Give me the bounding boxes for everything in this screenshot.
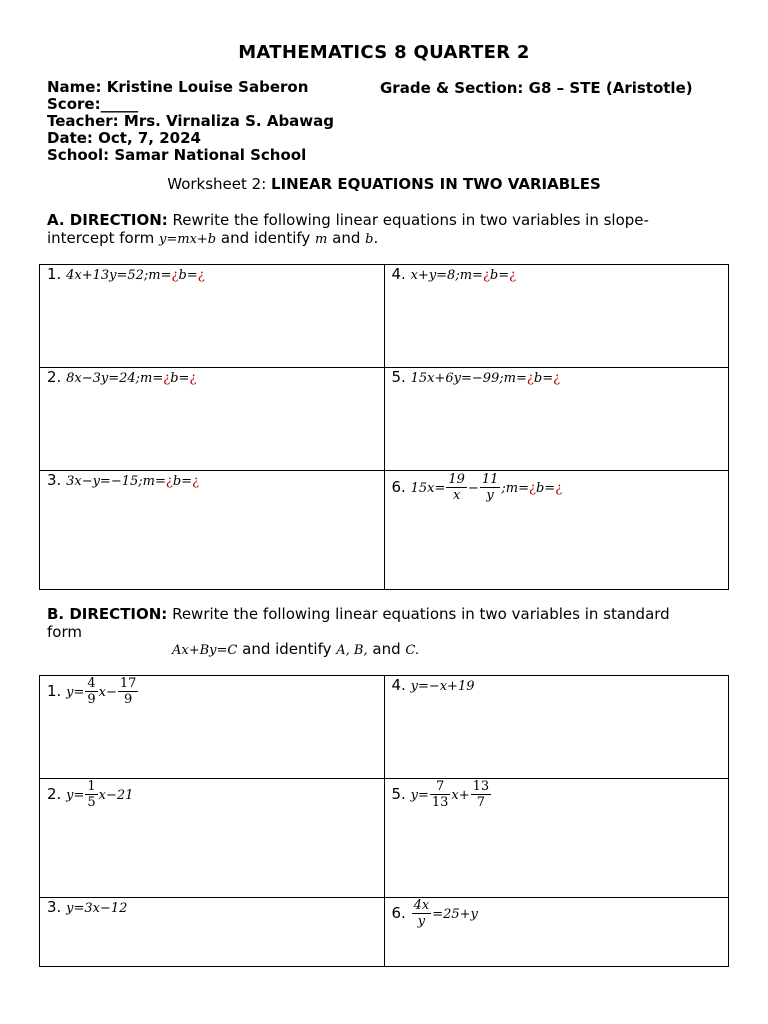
section-b-text-4: and	[367, 640, 406, 658]
item-number: 1.	[47, 682, 62, 700]
equation-mid: x−	[98, 685, 117, 700]
slope-intercept-formula: y=mx+b	[159, 232, 217, 247]
a-item-1	[40, 265, 385, 368]
fraction-numerator: 13	[472, 779, 490, 794]
fraction-denominator: 5	[87, 795, 96, 810]
b-label: b=	[533, 371, 554, 386]
fraction-numerator: 11	[481, 472, 499, 487]
fraction-denominator: y	[417, 914, 426, 929]
fraction-numerator: 1	[87, 779, 96, 794]
item-number: 2.	[47, 785, 62, 803]
item-number: 5.	[391, 785, 406, 803]
worksheet-topic: LINEAR EQUATIONS IN TWO VARIABLES	[271, 175, 601, 193]
fraction-4x-over-y	[412, 898, 432, 929]
placeholder-glyph: ¿	[197, 268, 205, 283]
equation-prefix: y=	[66, 685, 85, 700]
fraction-19-over-x	[446, 472, 467, 503]
placeholder-glyph: ¿	[482, 268, 490, 283]
fraction-numerator: 17	[119, 676, 137, 691]
a-item-2	[40, 368, 385, 471]
b-label: b=	[178, 268, 198, 283]
fraction-1-over-5	[85, 779, 97, 810]
section-a-text-1: Rewrite the following linear equations in two variables in slope-	[167, 211, 649, 229]
equation: 4x+13y=52;m=	[66, 268, 172, 283]
section-b-text-1: Rewrite the following linear equations in two variables in standard	[167, 605, 670, 623]
fraction-13-over-7	[471, 779, 492, 810]
fraction-11-over-y	[480, 472, 501, 503]
b-item-2	[40, 779, 385, 898]
a-item-3	[40, 471, 385, 590]
m-label: ;m=	[501, 481, 529, 496]
section-b-text-2: form	[47, 623, 82, 641]
vars-a-b: A, B,	[336, 643, 368, 658]
minus-sign: −	[467, 481, 479, 496]
equation: x+y=8;m=	[410, 268, 483, 283]
equation-prefix: y=	[66, 788, 85, 803]
b-item-5	[384, 779, 729, 898]
a-item-6	[384, 471, 729, 590]
fraction-denominator: y	[486, 488, 494, 503]
fraction-7-over-13	[430, 779, 451, 810]
fraction-numerator: 19	[448, 472, 465, 487]
var-c: C.	[405, 643, 419, 658]
equation-mid: =25+y	[432, 907, 478, 922]
equation-prefix: 15x=	[410, 481, 446, 496]
item-number: 4.	[391, 676, 406, 694]
equation: 3x−y=−15;m=	[66, 474, 166, 489]
section-b-text-3: and identify	[237, 640, 337, 658]
fraction-denominator: 9	[87, 692, 96, 707]
equation: 15x+6y=−99;m=	[410, 371, 527, 386]
item-number: 3.	[47, 898, 62, 916]
section-b-direction	[47, 605, 697, 641]
section-a-direction	[47, 211, 697, 249]
equation-mid: x+	[451, 788, 470, 803]
a-item-5	[384, 368, 729, 471]
placeholder-glyph: ¿	[189, 371, 197, 386]
b-label: b=	[535, 481, 556, 496]
worksheet-prefix: Worksheet 2:	[167, 175, 272, 193]
placeholder-glyph: ¿	[163, 371, 171, 386]
b-item-1	[40, 676, 385, 779]
placeholder-glyph: ¿	[553, 371, 561, 386]
placeholder-glyph: ¿	[509, 268, 517, 283]
fraction-denominator: x	[452, 488, 461, 503]
worksheet-heading: MATHEMATICS 8 QUARTER 2	[238, 42, 530, 63]
item-number: 3.	[47, 471, 62, 489]
section-a-table	[39, 264, 729, 590]
date: Date: Oct, 7, 2024	[47, 129, 201, 147]
equation-mid: x−21	[98, 788, 134, 803]
standard-form-formula: Ax+By=C	[172, 643, 238, 658]
item-number: 6.	[391, 478, 406, 496]
section-b-table	[39, 675, 729, 967]
score-field: Score:_____	[47, 95, 139, 113]
student-name: Name: Kristine Louise Saberon	[47, 78, 309, 96]
var-m: m	[315, 232, 328, 247]
standard-form-line	[172, 640, 419, 658]
teacher-name: Teacher: Mrs. Virnaliza S. Abawag	[47, 112, 335, 130]
section-a-text-4: and	[327, 229, 366, 247]
worksheet-title	[0, 175, 768, 193]
placeholder-glyph: ¿	[555, 481, 563, 496]
placeholder-glyph: ¿	[171, 268, 179, 283]
section-a-text-5: .	[373, 229, 379, 247]
item-number: 2.	[47, 368, 62, 386]
section-b-label: B. DIRECTION:	[47, 605, 168, 623]
fraction-denominator: 13	[431, 795, 449, 810]
placeholder-glyph: ¿	[165, 474, 173, 489]
fraction-numerator: 4	[87, 676, 96, 691]
a-item-4	[384, 265, 729, 368]
placeholder-glyph: ¿	[192, 474, 200, 489]
var-b: b	[365, 232, 374, 247]
item-number: 6.	[391, 904, 406, 922]
fraction-17-over-9	[118, 676, 139, 707]
placeholder-glyph: ¿	[526, 371, 534, 386]
fraction-numerator: 4x	[413, 898, 430, 913]
section-a-label: A. DIRECTION:	[47, 211, 168, 229]
fraction-denominator: 7	[476, 795, 486, 810]
equation: y=−x+19	[410, 679, 475, 694]
equation-prefix: y=	[410, 788, 429, 803]
b-item-6	[384, 898, 729, 967]
grade-section: Grade & Section: G8 – STE (Aristotle)	[380, 79, 693, 97]
school-name: School: Samar National School	[47, 146, 307, 164]
b-item-3	[40, 898, 385, 967]
fraction-numerator: 7	[430, 779, 451, 795]
b-label: b=	[172, 474, 193, 489]
item-number: 5.	[391, 368, 406, 386]
item-number: 1.	[47, 265, 62, 283]
section-a-text-2: intercept form	[47, 229, 160, 247]
student-info	[47, 79, 334, 164]
b-label: b=	[170, 371, 190, 386]
fraction-4-over-9	[85, 676, 97, 707]
placeholder-glyph: ¿	[528, 481, 536, 496]
equation: y=3x−12	[66, 901, 128, 916]
b-item-4	[384, 676, 729, 779]
item-number: 4.	[391, 265, 406, 283]
section-a-text-3: and identify	[216, 229, 316, 247]
equation: 8x−3y=24;m=	[66, 371, 164, 386]
b-label: b=	[489, 268, 510, 283]
fraction-denominator: 9	[123, 692, 133, 707]
